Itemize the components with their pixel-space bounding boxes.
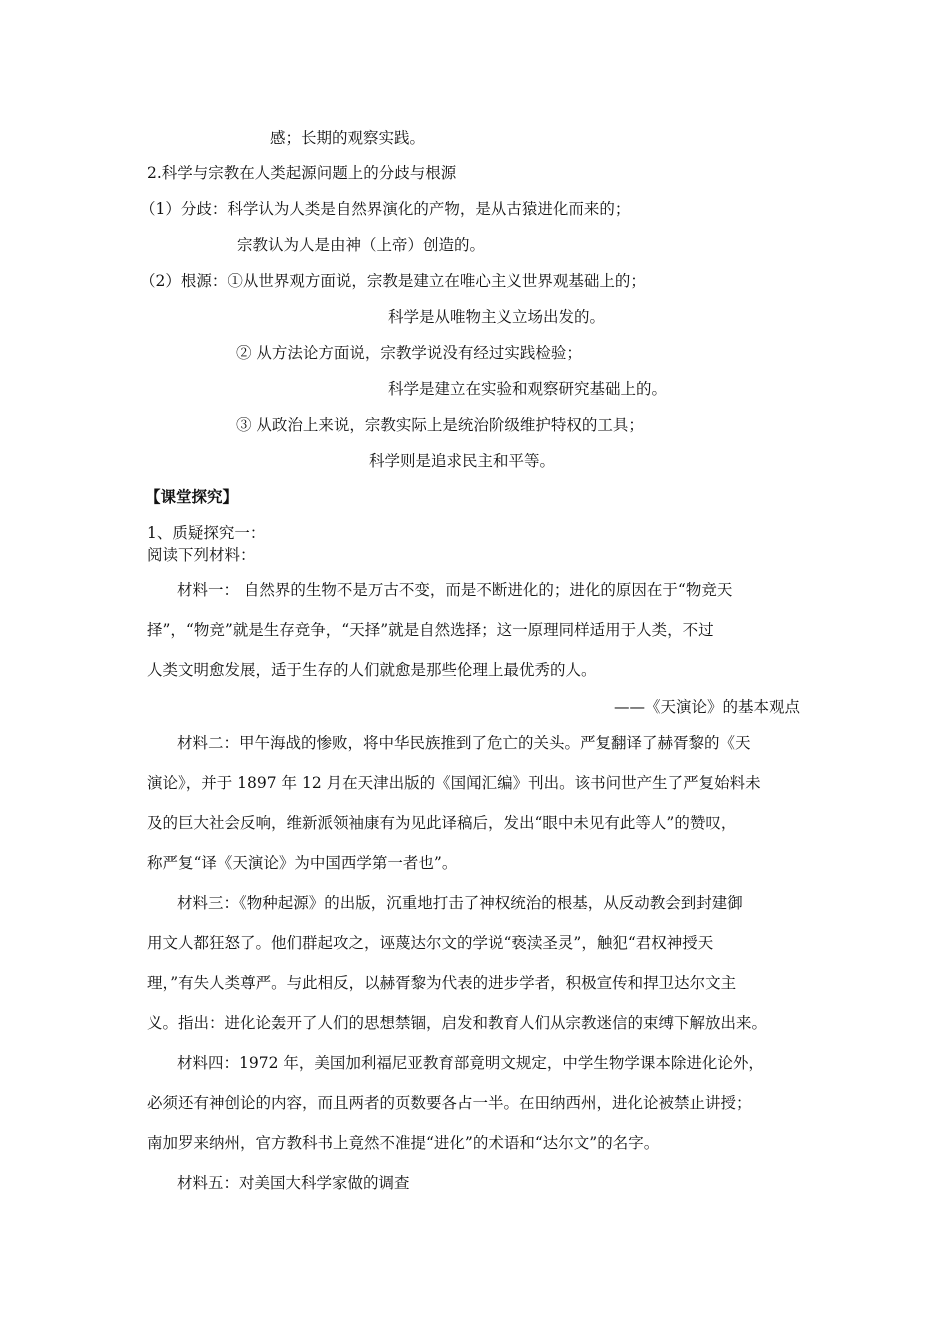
material-3-line: 理，”有失人类尊严。与此相反，以赫胥黎为代表的进步学者，积极宣传和捍卫达尔文主 <box>147 974 737 992</box>
material-4-line: 必须还有神创论的内容，而且两者的页数要各占一半。在田纳西州，进化论被禁止讲授； <box>147 1094 752 1112</box>
root-methodology: ② 从方法论方面说，宗教学说没有经过实践检验； <box>236 344 582 362</box>
material-5-line: 材料五：对美国大科学家做的调查 <box>177 1174 410 1192</box>
root-politics-science: 科学则是追求民主和平等。 <box>369 452 556 470</box>
root-methodology-science: 科学是建立在实验和观察研究基础上的。 <box>388 380 668 398</box>
text-line-continuation: 感；长期的观察实践。 <box>270 129 426 147</box>
material-2-line: 及的巨大社会反响，维新派领袖康有为见此译稿后，发出“眼中未见有此等人”的赞叹， <box>147 814 737 832</box>
material-1-line: 人类文明愈发展，适于生存的人们就愈是那些伦理上最优秀的人。 <box>147 661 597 679</box>
material-3-line: 用文人都狂怒了。他们群起攻之，诬蔑达尔文的学说“亵渎圣灵”，触犯“君权神授天 <box>147 934 714 952</box>
read-instruction: 阅读下列材料： <box>147 546 256 564</box>
material-3-line: 材料三：《物种起源》的出版，沉重地打击了神权统治的根基，从反动教会到封建御 <box>177 894 743 912</box>
material-1-source: ——《天演论》的基本观点 <box>613 698 800 716</box>
root-worldview-science: 科学是从唯物主义立场出发的。 <box>388 308 606 326</box>
material-2-line: 材料二：甲午海战的惨败，将中华民族推到了危亡的关头。严复翻译了赫胥黎的《天 <box>177 734 751 752</box>
material-4-line: 材料四：1972 年，美国加利福尼亚教育部竟明文规定，中学生物学课本除进化论外， <box>177 1054 764 1072</box>
divergence-science: （1）分歧：科学认为人类是自然界演化的产物，是从古猿进化而来的； <box>140 200 631 218</box>
question-label: 1、质疑探究一： <box>147 524 266 542</box>
section-title: 2.科学与宗教在人类起源问题上的分歧与根源 <box>147 164 457 182</box>
material-3-line: 义。指出：进化论轰开了人们的思想禁锢，启发和教育人们从宗教迷信的束缚下解放出来。 <box>147 1014 768 1032</box>
material-4-line: 南加罗来纳州，官方教科书上竟然不准提“进化”的术语和“达尔文”的名字。 <box>147 1134 660 1152</box>
material-1-line: 材料一： 自然界的生物不是万古不变，而是不断进化的；进化的原因在于“物竞天 <box>177 581 733 599</box>
material-1-line: 择”，“物竞”就是生存竞争，“天择”就是自然选择；这一原理同样适用于人类，不过 <box>147 621 714 639</box>
root-politics: ③ 从政治上来说，宗教实际上是统治阶级维护特权的工具； <box>236 416 644 434</box>
section-heading: 【课堂探究】 <box>145 487 239 506</box>
material-2-line: 演论》，并于 1897 年 12 月在天津出版的《国闻汇编》刊出。该书问世产生了严复始料未 <box>147 774 761 792</box>
root-worldview: （2）根源：①从世界观方面说，宗教是建立在唯心主义世界观基础上的； <box>140 272 646 290</box>
material-2-line: 称严复“译《天演论》为中国西学第一者也”。 <box>147 854 458 872</box>
divergence-religion: 宗教认为人是由神（上帝）创造的。 <box>237 236 486 254</box>
